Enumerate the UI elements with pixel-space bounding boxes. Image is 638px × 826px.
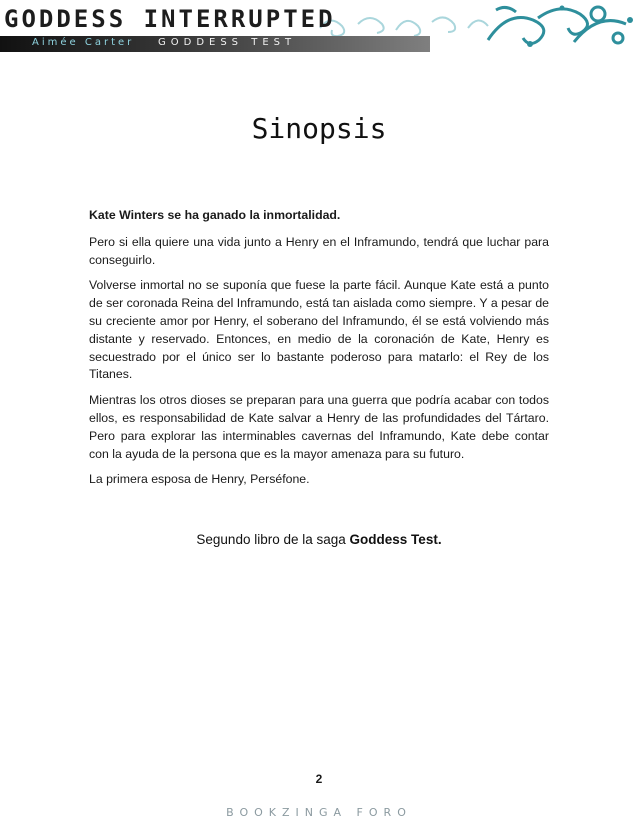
saga-line xyxy=(0,532,638,547)
header-book-title: GODDESS INTERRUPTED xyxy=(4,5,336,33)
header-series: GODDESS TEST xyxy=(158,37,297,48)
saga-name: Goddess Test. xyxy=(349,532,442,547)
page-number: 2 xyxy=(315,772,323,786)
synopsis-lead: Kate Winters se ha ganado la inmortalidad. xyxy=(89,208,341,222)
header-author: Aimée Carter xyxy=(32,37,135,48)
saga-prefix: Segundo libro de la saga xyxy=(196,532,346,547)
ornament-icon xyxy=(478,0,638,52)
synopsis-paragraph: Mientras los otros dioses se preparan para una guerra que podría acabar con todos ellos, es responsabilidad de Kate salvar a Henry de las profundidades del Tártaro. Pero para explorar las interminables cavernas del Inframundo, Kate debe contar con la ayuda de la persona que es la mayor amenaza para su futuro. xyxy=(89,393,549,461)
page-footer: BOOKZINGA FORO xyxy=(226,806,412,819)
page-title: Sinopsis xyxy=(251,112,387,145)
page-header xyxy=(0,0,638,52)
synopsis-paragraph: Volverse inmortal no se suponía que fuese la parte fácil. Aunque Kate está a punto de ser coronada Reina del Inframundo, está tan aislada como siempre. Y a pesar de su creciente amor por Henry, el soberano del Inframundo, él se está volviendo más distante y reservado. Entonces, en medio de la coronación de Kate, Henry es secuestrado por el único ser lo bastante poderoso para matarlo: el Rey de los Titanes. xyxy=(89,278,549,382)
synopsis-paragraph: Pero si ella quiere una vida junto a Henry en el Inframundo, tendrá que luchar para conseguirlo. xyxy=(89,234,549,267)
synopsis-paragraph: La primera esposa de Henry, Perséfone. xyxy=(89,472,310,487)
synopsis-body xyxy=(89,207,549,497)
